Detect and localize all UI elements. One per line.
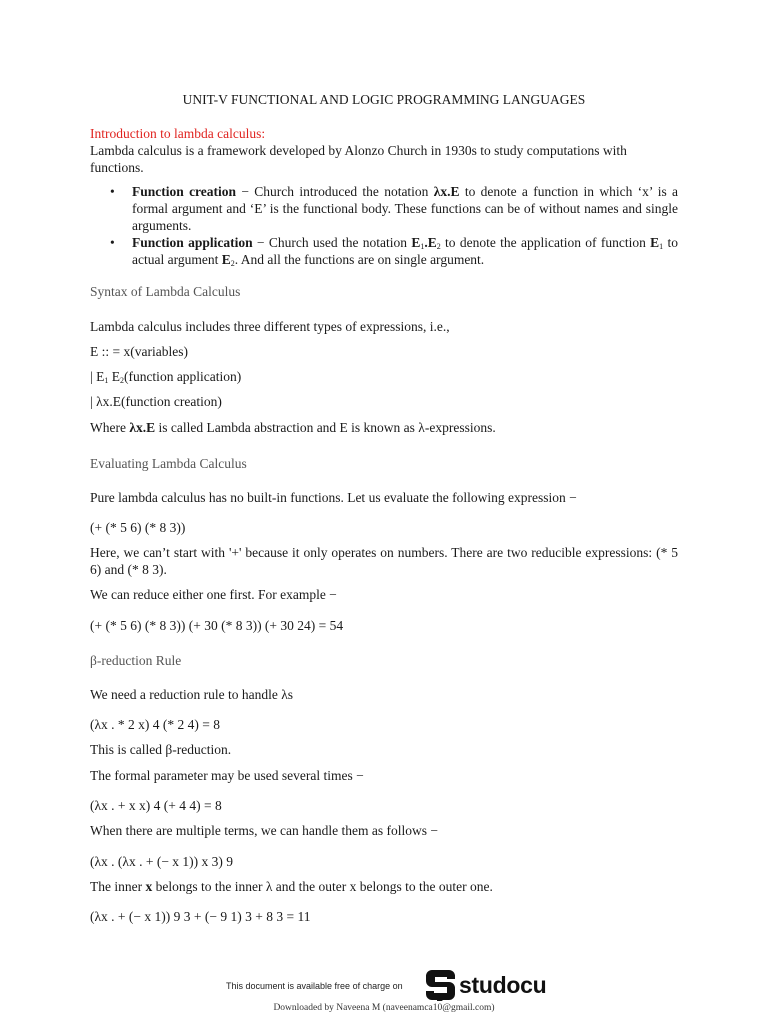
term-function-application: Function application xyxy=(132,235,253,250)
evaluating-paragraph-3: We can reduce either one first. For example − xyxy=(90,587,337,602)
notation: E xyxy=(221,252,231,267)
beta-expression-4: (λx . + (− x 1)) 9 3 + (− 9 1) 3 + 8 3 = 11 xyxy=(90,909,311,924)
text-span: to actual argument xyxy=(132,235,678,267)
text-span: Where xyxy=(90,420,130,435)
subscript: 1 xyxy=(420,242,425,251)
list-item-function-application xyxy=(90,234,678,268)
beta-paragraph-5 xyxy=(90,878,678,895)
text-span: E xyxy=(108,369,120,384)
intro-text: Lambda calculus is a framework developed by Alonzo Church in 1930s to study computations with functions. xyxy=(90,143,627,175)
list-item-function-creation xyxy=(90,183,678,234)
beta-expression-2: (λx . + x x) 4 (+ 4 4) = 8 xyxy=(90,798,222,813)
concept-list xyxy=(90,183,678,268)
evaluating-expression-1: (+ (* 5 6) (* 8 3)) xyxy=(90,520,186,535)
subscript: 1 xyxy=(104,376,109,385)
notation: E xyxy=(650,235,660,250)
notation: .E xyxy=(424,235,437,250)
evaluating-paragraph-1: Pure lambda calculus has no built-in functions. Let us evaluate the following expression − xyxy=(90,490,577,505)
subscript: 2 xyxy=(230,259,235,268)
beta-paragraph-4: When there are multiple terms, we can handle them as follows − xyxy=(90,823,438,838)
syntax-where xyxy=(90,419,678,436)
text-span: is called Lambda abstraction and E is known as λ-expressions. xyxy=(155,420,496,435)
syntax-intro: Lambda calculus includes three different types of expressions, i.e., xyxy=(90,319,450,334)
text-span: belongs to the inner λ and the outer x belongs to the outer one. xyxy=(152,879,493,894)
text-span: (function application) xyxy=(123,369,242,384)
syntax-line-1: E :: = x(variables) xyxy=(90,344,188,359)
studocu-logo[interactable] xyxy=(426,968,546,1002)
text-span: − Church used the notation xyxy=(252,235,412,250)
syntax-line-2 xyxy=(90,368,678,385)
beta-expression-3: (λx . (λx . + (− x 1)) x 3) 9 xyxy=(90,854,234,869)
beta-heading: β-reduction Rule xyxy=(90,653,182,668)
syntax-line-3: | λx.E(function creation) xyxy=(90,394,222,409)
intro-heading: Introduction to lambda calculus: xyxy=(90,126,266,141)
text-span: The inner xyxy=(90,879,146,894)
text-span: | E xyxy=(90,369,105,384)
syntax-heading: Syntax of Lambda Calculus xyxy=(90,284,241,299)
subscript: 2 xyxy=(119,376,124,385)
text-span: . And all the functions are on single argument. xyxy=(234,252,485,267)
text-span: to denote the application of function xyxy=(440,235,651,250)
beta-expression-1: (λx . * 2 x) 4 (* 2 4) = 8 xyxy=(90,717,221,732)
download-attribution: Downloaded by Naveena M (naveenamca10@gmail.com) xyxy=(273,1003,495,1013)
beta-paragraph-2: This is called β-reduction. xyxy=(90,742,232,757)
evaluating-heading: Evaluating Lambda Calculus xyxy=(90,456,247,471)
notation: λx.E xyxy=(129,420,156,435)
subscript: 2 xyxy=(436,242,441,251)
page-title: UNIT-V FUNCTIONAL AND LOGIC PROGRAMMING LANGUAGES xyxy=(182,92,586,107)
evaluating-expression-2: (+ (* 5 6) (* 8 3)) (+ 30 (* 8 3)) (+ 30 24) = 54 xyxy=(90,618,344,633)
text-span: to denote a function in which ‘x’ is a formal argument and ‘E’ is the functional body. These functions can be of without names and single arguments. xyxy=(132,184,678,233)
subscript: 1 xyxy=(659,242,664,251)
notation: E xyxy=(411,235,421,250)
term-function-creation: Function creation xyxy=(132,184,237,199)
footer-availability-note: This document is available free of charge on xyxy=(226,981,403,991)
studocu-logo-icon xyxy=(426,969,456,1001)
notation: λx.E xyxy=(433,184,460,199)
beta-paragraph-1: We need a reduction rule to handle λs xyxy=(90,687,294,702)
text-span: − Church introduced the notation xyxy=(236,184,434,199)
studocu-logo-text: studocu xyxy=(459,971,547,998)
beta-paragraph-3: The formal parameter may be used several times − xyxy=(90,768,364,783)
notation: x xyxy=(145,879,153,894)
evaluating-paragraph-2: Here, we can’t start with '+' because it only operates on numbers. There are two reducible expressions: (* 5 6) and (* 8 3). xyxy=(90,545,678,577)
